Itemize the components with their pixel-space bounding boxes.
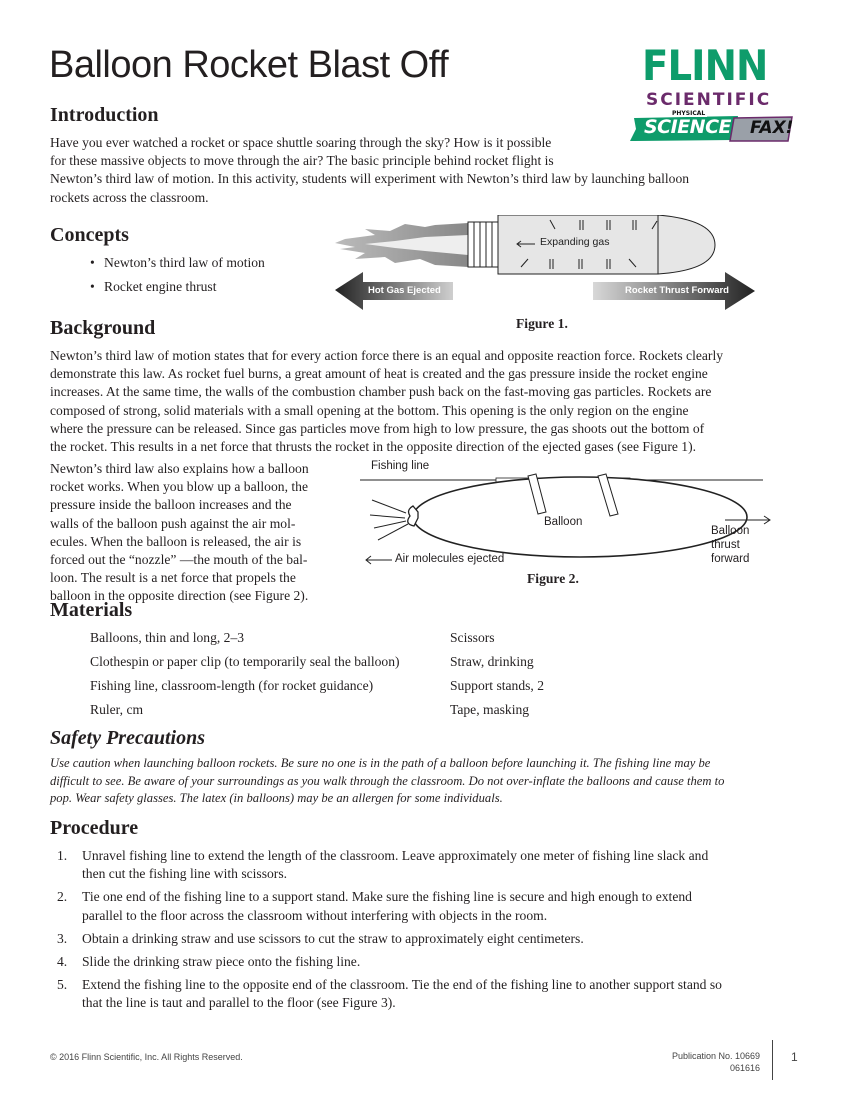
concepts-heading: Concepts <box>50 224 129 246</box>
background-line: ecules. When the balloon is released, the air is <box>50 533 302 549</box>
background-line: the rocket. This results in a net force that thrusts the rocket in the opposite direction of the ejected gases (see Figure 1). <box>50 439 697 455</box>
logo-brand: FLINN <box>642 41 768 90</box>
thrust-line: Balloon <box>711 525 750 537</box>
safety-line: pop. Wear safety glasses. The latex (in balloons) may be an allergen for some individuals. <box>50 791 503 805</box>
background-line: Newton’s third law also explains how a balloon <box>50 461 309 476</box>
background-line: balloon in the opposite direction (see Figure 2). <box>50 588 309 604</box>
safety-line: difficult to see. Be aware of your surroundings as you walk through the classroom. Do not over-inflate the balloons and cause them to <box>50 773 725 788</box>
introduction-heading: Introduction <box>50 104 159 126</box>
step-line: parallel to the floor across the classroom without interfering with objects in the room. <box>82 907 548 923</box>
procedure-step <box>57 888 797 924</box>
procedure-step <box>57 976 797 1012</box>
footer-divider <box>772 1040 773 1080</box>
balloon-thrust-label <box>711 524 749 566</box>
logo-subbrand: SCIENTIFIC <box>646 90 772 110</box>
material-item: Scissors <box>450 630 495 645</box>
expanding-gas-label: Expanding gas <box>540 236 610 248</box>
figure-2-caption: Figure 2. <box>527 571 579 586</box>
step-number: 2. <box>57 889 68 905</box>
table-row <box>90 701 544 725</box>
procedure-list <box>57 847 797 1018</box>
procedure-step <box>57 953 797 971</box>
air-molecules-label: Air molecules ejected <box>395 553 505 565</box>
background-line: demonstrate this law. As rocket fuel burns, a great amount of heat is created and the gas pressure inside the rocket engine <box>50 366 708 382</box>
introduction-text <box>50 134 750 207</box>
background-line: composed of strong, solid materials with a small opening at the bottom. This opening is the only region on the engine <box>50 402 689 418</box>
procedure-step <box>57 930 797 948</box>
step-line: Extend the fishing line to the opposite end of the classroom. Tie the end of the fishing line to another support stand so <box>82 977 722 993</box>
fishing-line-label: Fishing line <box>371 460 430 472</box>
copyright: © 2016 Flinn Scientific, Inc. All Rights Reserved. <box>50 1052 243 1062</box>
procedure-step <box>57 847 797 883</box>
logo-series-prefix: PHYSICAL <box>672 110 706 117</box>
publication-code: 061616 <box>729 1063 760 1073</box>
background-line: where the pressure can be released. Since gas particles move from high to low pressure, the gas shoots out the bottom of <box>50 420 705 436</box>
background-paragraph-1 <box>50 347 810 456</box>
material-item: Balloons, thin and long, 2–3 <box>90 630 245 645</box>
background-line: rocket works. When you blow up a balloon, the <box>50 479 308 495</box>
logo-series-word: SCIENCE <box>644 116 732 138</box>
thrust-line: thrust <box>711 539 740 551</box>
list-item: • Newton’s third law of motion <box>90 254 265 272</box>
publication-info <box>640 1050 760 1074</box>
rocket-thrust-forward-label: Rocket Thrust Forward <box>625 285 729 296</box>
material-item: Fishing line, classroom-length (for rocket guidance) <box>90 678 374 693</box>
procedure-heading: Procedure <box>50 817 139 839</box>
background-line: increases. At the same time, the walls of the combustion chamber push back on the fast-moving gas particles. Rockets are <box>50 384 712 400</box>
table-row <box>90 653 544 677</box>
background-line: forced out the “nozzle” —the mouth of the bal- <box>50 552 308 568</box>
safety-line: Use caution when launching balloon rockets. Be sure no one is in the path of a balloon before launching it. The fishing line may be <box>50 756 711 770</box>
background-line: walls of the balloon push against the air mol- <box>50 515 296 531</box>
figure-2-balloon-diagram <box>360 458 790 573</box>
materials-heading: Materials <box>50 599 133 621</box>
flinn-logo <box>630 41 805 148</box>
material-item: Support stands, 2 <box>450 678 545 693</box>
intro-line: Newton’s third law of motion. In this activity, students will experiment with Newton’s third law by launching balloon <box>50 171 690 187</box>
logo-series-suffix: FAX! <box>750 118 794 138</box>
table-row <box>90 629 544 653</box>
publication-number: Publication No. 10669 <box>671 1051 760 1061</box>
intro-line: Have you ever watched a rocket or space shuttle soaring through the sky? How is it possible <box>50 135 552 150</box>
material-item: Tape, masking <box>450 702 530 717</box>
material-item: Straw, drinking <box>450 654 534 669</box>
step-line: then cut the fishing line with scissors. <box>82 866 288 882</box>
balloon-label: Balloon <box>544 516 583 528</box>
step-line: Tie one end of the fishing line to a support stand. Make sure the fishing line is secure and high enough to extend <box>82 889 692 905</box>
list-item: • Rocket engine thrust <box>90 278 265 296</box>
page-title: Balloon Rocket Blast Off <box>49 44 449 86</box>
concepts-list <box>90 254 265 302</box>
background-heading: Background <box>50 317 156 339</box>
table-row <box>90 677 544 701</box>
step-number: 3. <box>57 930 68 946</box>
background-line: pressure inside the balloon increases and the <box>50 497 292 513</box>
thrust-line: forward <box>711 553 750 565</box>
step-line: that the line is taut and parallel to the floor (see Figure 3). <box>82 995 396 1011</box>
step-line: Obtain a drinking straw and use scissors to cut the straw to approximately eight centimeters. <box>82 930 584 946</box>
page-number: 1 <box>791 1050 798 1064</box>
background-line: loon. The result is a net force that propels the <box>50 570 296 586</box>
background-paragraph-2 <box>50 460 350 606</box>
figure-1-caption: Figure 1. <box>516 316 568 331</box>
safety-heading: Safety Precautions <box>50 727 205 749</box>
material-item: Ruler, cm <box>90 702 144 717</box>
step-number: 5. <box>57 977 68 993</box>
hot-gas-ejected-label: Hot Gas Ejected <box>368 285 441 296</box>
materials-table <box>90 629 544 725</box>
material-item: Clothespin or paper clip (to temporarily seal the balloon) <box>90 654 400 669</box>
background-line: Newton’s third law of motion states that for every action force there is an equal and opposite reaction force. Rockets clearly <box>50 348 724 363</box>
step-number: 4. <box>57 954 68 970</box>
step-number: 1. <box>57 848 68 863</box>
step-line: Slide the drinking straw piece onto the fishing line. <box>82 954 361 970</box>
step-line: Unravel fishing line to extend the length of the classroom. Leave approximately one meter of fishing line slack and <box>82 848 709 863</box>
figure-1-rocket-diagram <box>335 215 755 310</box>
intro-line: for these massive objects to move through the air? The basic principle behind rocket flight is <box>50 153 554 169</box>
intro-line: rockets across the classroom. <box>50 189 209 205</box>
safety-text <box>50 755 810 808</box>
